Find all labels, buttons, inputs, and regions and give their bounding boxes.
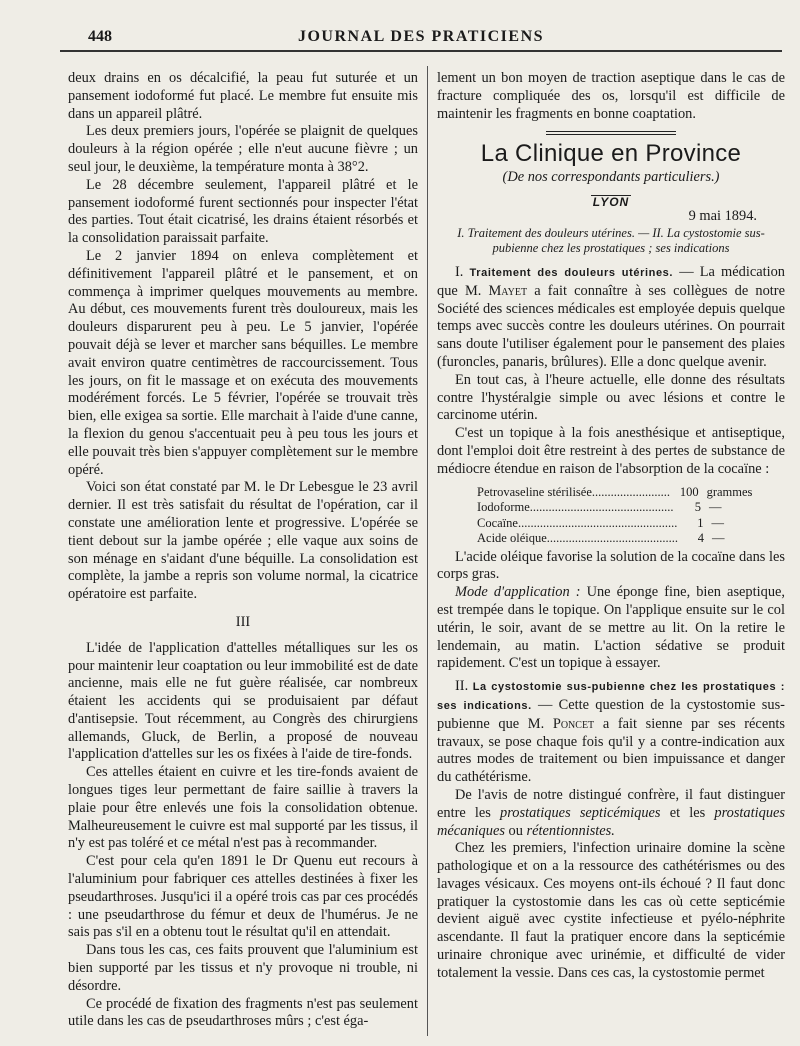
column-divider [427,66,428,1036]
section-number: I. [455,263,464,280]
paragraph [437,584,785,673]
run-in-label: Mode d'application : [455,584,581,601]
section-number: II. [455,678,469,695]
paragraph: Dans tous les cas, ces faits prouvent que l'aluminium est bien supporté par les tissus et n'y provoque ni trouble, ni désordre. [68,942,418,994]
ingredient-name: Petrovaseline stérilisée......................... [477,484,671,499]
text-run: — Cette question de la cystostomie sus-pubienne que M. [437,696,785,732]
dateline [437,194,785,224]
running-title: JOURNAL DES PRATICIENS [297,28,545,45]
section-separator [546,131,676,135]
header-rule [60,50,782,52]
ingredient-quantity: 4 [697,531,704,546]
subsection-heading: La cystostomie sus-pubienne chez les prostatiques : ses indications. [437,681,785,712]
paragraph: L'acide oléique favorise la solution de la cocaïne dans les corps gras. [437,548,785,583]
text-run: a fait sienne par ses récents travaux, se pose chaque fois qu'il y a contre-indication aux autres modes de traitement ou bien impuissance et danger du cathétérisme. [437,715,785,786]
ingredient-unit: grammes [706,484,753,499]
right-column [437,70,785,983]
paragraph: En tout cas, à l'heure actuelle, elle donne des résultats contre l'hystéralgie simple ou avec lésions et contre le carcinome utérin. [437,371,785,424]
text-run: a fait connaître à ses collègues de notre Société des sciences médicales est employée depuis quelque temps avec succès contre les douleurs utérines. On pourrait sans doute l'utiliser également pour le pansement des plaies (furoncles, panaris, brûlures). Elle a donc quelque avenir. [437,282,785,370]
paragraph: Chez les premiers, l'infection urinaire domine la scène pathologique et on a la ressource des cathétérismes ou des lavages vésicaux. Ces moyens ont-ils échoué ? Il faut donc pratiquer la cystostomie dans les cas où cette septicémie devient aiguë avec cystite infectieuse et pyélo-néphrite ascendante. Il faut la pratiquer encore dans la septicémie urinaire chronique avec urinémie, et difficulté de vider totalement la vessie. Dans ces cas, la cystostomie permet [437,840,785,981]
paragraph [437,678,785,787]
page-header [60,26,782,50]
ingredient-quantity: 100 [679,484,699,499]
italic-term: prostatiques septicémiques [500,804,661,821]
formula-row [477,500,767,516]
paragraph: lement un bon moyen de traction aseptique dans le cas de fracture compliquée des os, lorsqu'il est difficile de maintenir les fragments en bonne coaptation. [437,70,785,122]
prescription-formula [477,485,767,547]
text-run: ou [508,822,523,839]
ingredient-name: Cocaïne................................................... [477,515,678,530]
dateline-date: 9 mai 1894. [688,207,757,224]
person-name: Poncet [552,715,595,732]
subsection-heading: Traitement des douleurs utérines. [469,266,674,279]
paragraph: Les deux premiers jours, l'opérée se plaignit de quelques douleurs à la région opérée ; elle n'eut aucune fièvre ; un seul jour, le deuxième, la température monta à 38°2. [68,123,418,175]
section-subtitle: (De nos correspondants particuliers.) [502,169,720,186]
paragraph: C'est pour cela qu'en 1891 le Dr Quenu eut recours à l'aluminium pour fabriquer ces attelles destinées à fixer les pseudarthroses. Jusqu'ici il a opéré trois cas par ces procédés : une pseudarthrose du fémur et deux de l'humérus. Je ne sais pas s'il en a obtenu tout le résultat qu'il en attendait. [68,853,418,941]
italic-term: prostatiques mécaniques [437,804,785,839]
ingredient-name: Acide oléique.......................................... [477,531,679,546]
ingredient-quantity: 5 [694,500,701,515]
paragraph [437,264,785,372]
formula-row [477,516,767,532]
formula-row [477,531,767,547]
paragraph: C'est un topique à la fois anesthésique et antiseptique, dont l'emploi doit être restreint à des pertes de substance de médiocre étendue en raison de l'absorption de la cocaïne : [437,425,785,477]
ingredient-unit: — [708,500,722,515]
paragraph: L'idée de l'application d'attelles métalliques sur les os pour maintenir leur coaptation ou leur immobilité est de date ancienne, mais elle ne fut guère réalisée, car nombreux étaient les accidents qui se produisaient par défaut d'antisepsie. Tout récemment, au Congrès des chirurgiens allemands, Gluck, de Berlin, a proposé de nouveau l'application d'attelles sur les os fixées à l'aide de tire-fonds. [68,639,418,763]
paragraph: Ces attelles étaient en cuivre et les tire-fonds avaient de longues tiges leur permettant de faire saillie à travers la plaie pour être enlevés une fois la consolidation obtenue. Malheureusement le cuivre est mal supporté par les tissus, il n'y est pas toléré et ce métal n'est pas à recommander. [68,764,418,852]
paragraph [437,787,785,840]
paragraph: Voici son état constaté par M. le Dr Lebesgue le 23 avril dernier. Il est très satisfait du résultat de l'opération, car il constate une amélioration lente et progressive. L'opérée se tient debout sur la jambe opérée ; elle vaque aux soins de son ménage en s'aidant d'une béquille. La consolidation est complète, la jambe a repris son volume normal, la cicatrice opératoire est parfaite. [68,479,418,603]
section-numeral: III [235,613,251,630]
paragraph: Le 2 janvier 1894 on enleva complètement et définitivement l'appareil plâtré et le pansement, et on commença à imprimer quelques mouvements au membre. Au début, ces mouvements furent très douloureux, mais les douleurs disparurent peu à peu. Le 5 janvier, l'opérée pouvait déjà se lever et marcher sans béquilles. Le membre avait environ quatre centimètres de raccourcissement. Tous les jours, on fit le massage et on exécuta des mouvements modérément forcés. Le 5 février, l'opérée se trouvait très bien, elle exigea sa sortie. Elle marchait à l'aide d'une canne, la flexion du genou s'accentuait peu à peu tous les jours et elle pouvait très bien s'appuyer complètement sur le membre opéré. [68,247,418,478]
paragraph: deux drains en os décalcifié, la peau fut suturée et un pansement iodoformé fut placé. Le membre fut ensuite mis dans un appareil plâtré. [68,70,418,122]
ingredient-name: Iodoforme.............................................. [477,500,674,515]
formula-row [477,485,767,501]
person-name: Mayet [488,282,528,299]
article-summary: I. Traitement des douleurs utérines. — II. La cystostomie sus-pubienne chez les prostatiques ; ses indications [457,225,765,255]
italic-term: rétentionnistes. [526,822,615,839]
section-title: La Clinique en Province [480,140,742,168]
ingredient-unit: — [711,515,725,530]
left-column [68,70,418,1031]
ingredient-unit: — [711,531,725,546]
page-number: 448 [88,28,112,45]
city-name: LYON [592,194,630,209]
text-run: — La médication que M. [437,263,785,299]
ingredient-quantity: 1 [697,515,704,530]
paragraph: Le 28 décembre seulement, l'appareil plâtré et le pansement iodoformé furent sectionnés pour inspecter l'état des parties. Tout était cicatrisé, les drains étaient résorbés et la consolidation paraissait parfaite. [68,176,418,247]
paragraph: Ce procédé de fixation des fragments n'est pas seulement utile dans les cas de pseudarthroses mûrs ; c'est éga- [68,995,418,1030]
text-run: Une éponge fine, bien aseptique, est trempée dans le topique. On l'applique ensuite sur le col utérin, le soir, avant de se mettre au lit. On la retire le lendemain, au matin. L'action sédative se produit rapidement. C'est un topique à essayer. [437,584,785,672]
text-run: De l'avis de notre distingué confrère, il faut distinguer entre les [437,786,785,821]
text-run: et les [669,804,706,821]
